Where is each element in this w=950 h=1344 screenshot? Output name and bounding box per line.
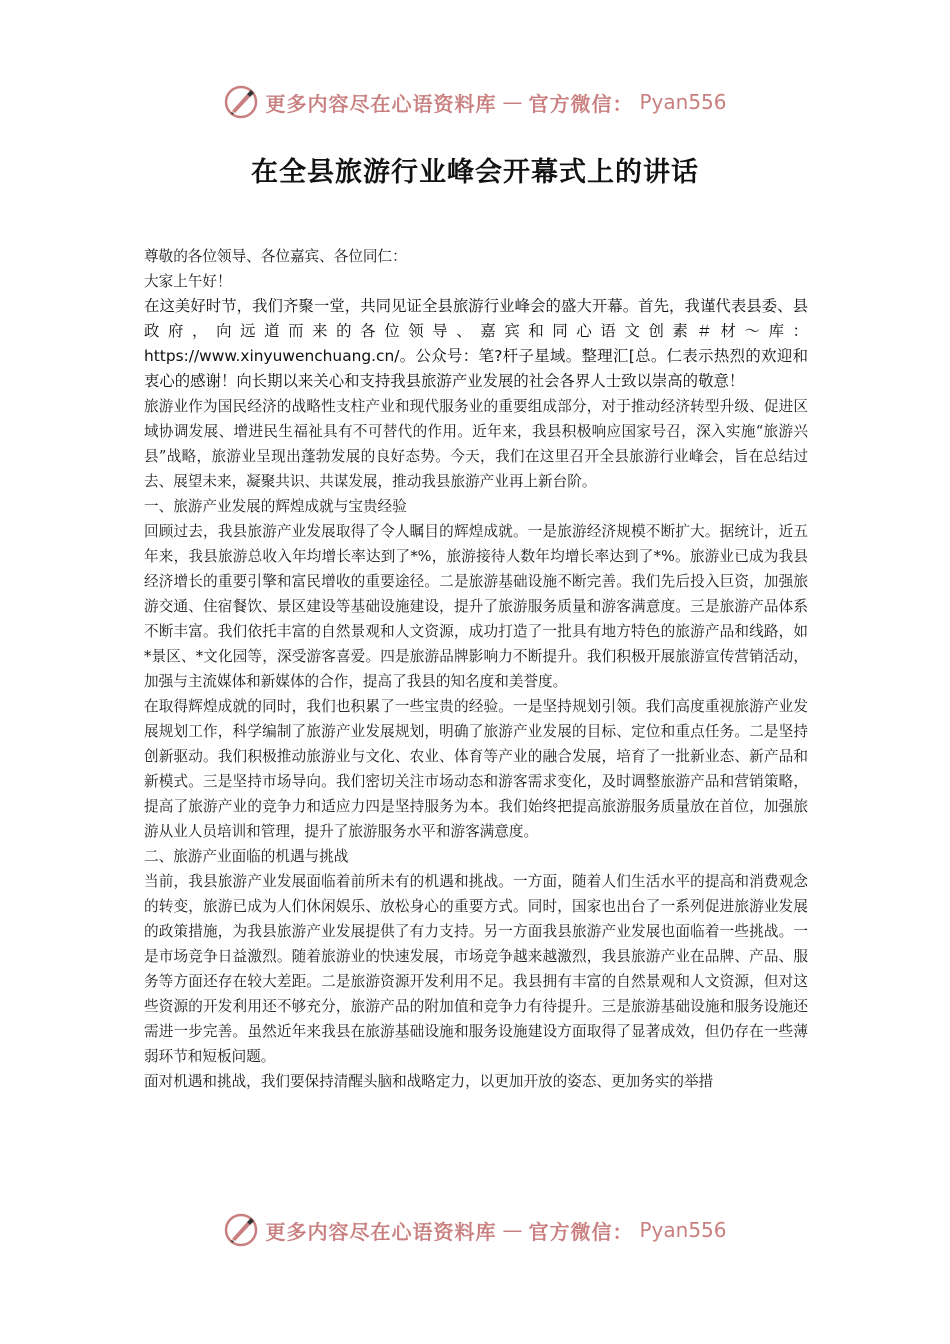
paragraph: 面对机遇和挑战，我们要保持清醒头脑和战略定力，以更加开放的姿态、更加务实的举措 [144, 1073, 714, 1090]
banner-wechat-label: 官方微信： [528, 1219, 634, 1244]
banner-separator: — [502, 90, 523, 114]
brand-logo-icon [223, 1212, 259, 1248]
paragraph: 回顾过去，我县旅游产业发展取得了令人瞩目的辉煌成就。一是旅游经济规模不断扩大。据统计，近五年来，我县旅游总收入年均增长率达到了*%，旅游接待人数年均增长率达到了*%。旅游业已成为我县经济增长的重要引擎和富民增收的重要途径。二是旅游基础设施不断完善。我们先后投入巨资，加强旅游交通、住宿餐饮、景区建设等基础设施建设，提升了旅游服务质量和游客满意度。三是旅游产品体系不断丰富。我们依托丰富的自然景观和人文资源，成功打造了一批具有地方特色的旅游产品和线路，如*景区、*文化园等，深受游客喜爱。四是旅游品牌影响力不断提升。我们积极开展旅游宣传营销活动，加强与主流媒体和新媒体的合作，提高了我县的知名度和美誉度。 [144, 523, 808, 690]
opening-paragraph: 在这美好时节，我们齐聚一堂，共同见证全县旅游行业峰会的盛大开幕。首先，我谨代表县委、县政府，向远道而来的各位领导、嘉宾和同心语文创素＃材～库：https://www.xinyuwenchuang.cn/。公众号：笔?杆子星域。整理汇[总。仁表示热烈的欢迎和衷心的感谢！向长期以来关心和支持我县旅游产业发展的社会各界人士致以崇高的敬意！ [144, 297, 808, 390]
section-heading-2: 二、旅游产业面临的机遇与挑战 [144, 848, 349, 865]
paragraph: 旅游业作为国民经济的战略性支柱产业和现代服务业的重要组成部分，对于推动经济转型升级、促进区域协调发展、增进民生福祉具有不可替代的作用。近年来，我县积极响应国家号召，深入实施“旅游兴县”战略，旅游业呈现出蓬勃发展的良好态势。今天，我们在这里召开全县旅游行业峰会，旨在总结过去、展望未来，凝聚共识、共谋发展，推动我县旅游产业再上新台阶。 [144, 398, 808, 490]
banner-text: 更多内容尽在心语资料库 [265, 91, 497, 116]
banner-wechat-id: Pyan556 [639, 90, 727, 114]
section-heading-1: 一、旅游产业发展的辉煌成就与宝贵经验 [144, 498, 407, 515]
footer-banner [0, 1208, 950, 1252]
brand-logo-icon [223, 84, 259, 120]
paragraph: 在取得辉煌成就的同时，我们也积累了一些宝贵的经验。一是坚持规划引领。我们高度重视旅游产业发展规划工作，科学编制了旅游产业发展规划，明确了旅游产业发展的目标、定位和重点任务。二是坚持创新驱动。我们积极推动旅游业与文化、农业、体育等产业的融合发展，培育了一批新业态、新产品和新模式。三是坚持市场导向。我们密切关注市场动态和游客需求变化，及时调整旅游产品和营销策略，提高了旅游产业的竞争力和适应力四是坚持服务为本。我们始终把提高旅游服务质量放在首位，加强旅游从业人员培训和管理，提升了旅游服务水平和游客满意度。 [144, 698, 808, 840]
header-banner [0, 80, 950, 124]
banner-text: 更多内容尽在心语资料库 [265, 1219, 497, 1244]
document-body [144, 244, 808, 1094]
banner-separator: — [502, 1218, 523, 1242]
paragraph: 当前，我县旅游产业发展面临着前所未有的机遇和挑战。一方面，随着人们生活水平的提高和消费观念的转变，旅游已成为人们休闲娱乐、放松身心的重要方式。同时，国家也出台了一系列促进旅游业发展的政策措施，为我县旅游产业发展提供了有力支持。另一方面我县旅游产业发展也面临着一些挑战。一是市场竞争日益激烈。随着旅游业的快速发展，市场竞争越来越激烈，我县旅游产业在品牌、产品、服务等方面还存在较大差距。二是旅游资源开发利用不足。我县拥有丰富的自然景观和人文资源，但对这些资源的开发利用还不够充分，旅游产品的附加值和竞争力有待提升。三是旅游基础设施和服务设施还需进一步完善。虽然近年来我县在旅游基础设施和服务设施建设方面取得了显著成效，但仍存在一些薄弱环节和短板问题。 [144, 873, 808, 1065]
banner-wechat-id: Pyan556 [639, 1218, 727, 1242]
greeting: 大家上午好！ [144, 273, 232, 290]
document-title: 在全县旅游行业峰会开幕式上的讲话 [251, 157, 699, 188]
salutation: 尊敬的各位领导、各位嘉宾、各位同仁： [144, 248, 407, 265]
banner-wechat-label: 官方微信： [528, 91, 634, 116]
